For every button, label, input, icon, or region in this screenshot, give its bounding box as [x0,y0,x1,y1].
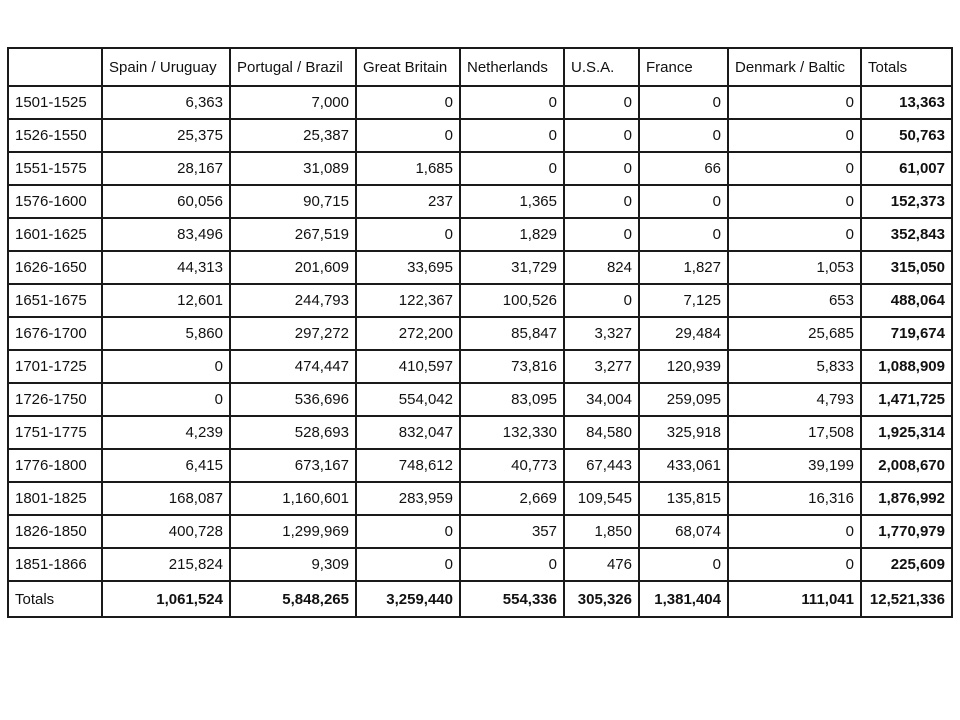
cell-usa: 476 [564,548,639,581]
cell-portugal-brazil: 536,696 [230,383,356,416]
table-row [8,119,952,152]
table-row [8,251,952,284]
totals-cell-france: 1,381,404 [639,581,728,617]
cell-great-britain: 0 [356,218,460,251]
header-cell-spain-uruguay: Spain / Uruguay [102,48,230,86]
header-cell-denmark-baltic: Denmark / Baltic [728,48,861,86]
cell-total: 315,050 [861,251,952,284]
cell-portugal-brazil: 244,793 [230,284,356,317]
totals-cell-portugal-brazil: 5,848,265 [230,581,356,617]
cell-spain-uruguay: 5,860 [102,317,230,350]
cell-portugal-brazil: 7,000 [230,86,356,119]
totals-cell-spain-uruguay: 1,061,524 [102,581,230,617]
data-table-container [7,47,953,618]
cell-denmark-baltic: 4,793 [728,383,861,416]
cell-france: 325,918 [639,416,728,449]
cell-usa: 0 [564,284,639,317]
cell-usa: 109,545 [564,482,639,515]
header-row [8,48,952,86]
totals-cell-denmark-baltic: 111,041 [728,581,861,617]
cell-denmark-baltic: 25,685 [728,317,861,350]
cell-spain-uruguay: 0 [102,383,230,416]
cell-period: 1826-1850 [8,515,102,548]
cell-period: 1726-1750 [8,383,102,416]
cell-spain-uruguay: 0 [102,350,230,383]
cell-denmark-baltic: 0 [728,515,861,548]
cell-great-britain: 283,959 [356,482,460,515]
cell-denmark-baltic: 1,053 [728,251,861,284]
cell-period: 1526-1550 [8,119,102,152]
cell-great-britain: 122,367 [356,284,460,317]
cell-portugal-brazil: 31,089 [230,152,356,185]
header-cell-blank [8,48,102,86]
totals-cell-grand-total: 12,521,336 [861,581,952,617]
totals-row [8,581,952,617]
cell-netherlands: 31,729 [460,251,564,284]
cell-france: 433,061 [639,449,728,482]
cell-total: 1,471,725 [861,383,952,416]
cell-total: 1,088,909 [861,350,952,383]
cell-denmark-baltic: 0 [728,185,861,218]
cell-great-britain: 33,695 [356,251,460,284]
cell-total: 488,064 [861,284,952,317]
cell-denmark-baltic: 17,508 [728,416,861,449]
header-cell-usa: U.S.A. [564,48,639,86]
cell-netherlands: 0 [460,86,564,119]
cell-france: 0 [639,86,728,119]
cell-great-britain: 410,597 [356,350,460,383]
table-row [8,218,952,251]
cell-portugal-brazil: 90,715 [230,185,356,218]
cell-portugal-brazil: 474,447 [230,350,356,383]
table-row [8,416,952,449]
cell-portugal-brazil: 528,693 [230,416,356,449]
cell-denmark-baltic: 0 [728,119,861,152]
totals-cell-netherlands: 554,336 [460,581,564,617]
cell-denmark-baltic: 0 [728,86,861,119]
cell-netherlands: 100,526 [460,284,564,317]
cell-france: 68,074 [639,515,728,548]
header-cell-france: France [639,48,728,86]
header-cell-totals: Totals [861,48,952,86]
table-row [8,350,952,383]
totals-cell-usa: 305,326 [564,581,639,617]
cell-denmark-baltic: 16,316 [728,482,861,515]
table-body [8,86,952,581]
cell-usa: 0 [564,86,639,119]
cell-total: 2,008,670 [861,449,952,482]
cell-france: 120,939 [639,350,728,383]
cell-spain-uruguay: 4,239 [102,416,230,449]
cell-total: 1,925,314 [861,416,952,449]
cell-portugal-brazil: 25,387 [230,119,356,152]
cell-total: 225,609 [861,548,952,581]
cell-spain-uruguay: 44,313 [102,251,230,284]
cell-france: 135,815 [639,482,728,515]
header-cell-netherlands: Netherlands [460,48,564,86]
cell-france: 7,125 [639,284,728,317]
cell-portugal-brazil: 1,160,601 [230,482,356,515]
cell-denmark-baltic: 653 [728,284,861,317]
cell-spain-uruguay: 400,728 [102,515,230,548]
cell-portugal-brazil: 9,309 [230,548,356,581]
cell-spain-uruguay: 60,056 [102,185,230,218]
cell-usa: 3,277 [564,350,639,383]
cell-total: 13,363 [861,86,952,119]
cell-netherlands: 40,773 [460,449,564,482]
totals-cell-great-britain: 3,259,440 [356,581,460,617]
cell-spain-uruguay: 25,375 [102,119,230,152]
cell-total: 1,876,992 [861,482,952,515]
cell-netherlands: 0 [460,119,564,152]
cell-total: 352,843 [861,218,952,251]
cell-usa: 1,850 [564,515,639,548]
cell-great-britain: 0 [356,515,460,548]
cell-period: 1601-1625 [8,218,102,251]
cell-netherlands: 2,669 [460,482,564,515]
cell-netherlands: 1,829 [460,218,564,251]
cell-france: 0 [639,218,728,251]
cell-period: 1501-1525 [8,86,102,119]
table-row [8,383,952,416]
cell-great-britain: 272,200 [356,317,460,350]
table-row [8,515,952,548]
header-cell-portugal-brazil: Portugal / Brazil [230,48,356,86]
cell-france: 259,095 [639,383,728,416]
cell-usa: 824 [564,251,639,284]
cell-france: 66 [639,152,728,185]
totals-label-cell: Totals [8,581,102,617]
cell-period: 1851-1866 [8,548,102,581]
table-row [8,152,952,185]
cell-total: 61,007 [861,152,952,185]
cell-spain-uruguay: 168,087 [102,482,230,515]
cell-period: 1551-1575 [8,152,102,185]
cell-total: 719,674 [861,317,952,350]
table-row [8,86,952,119]
cell-spain-uruguay: 6,363 [102,86,230,119]
cell-period: 1776-1800 [8,449,102,482]
cell-netherlands: 132,330 [460,416,564,449]
cell-spain-uruguay: 6,415 [102,449,230,482]
table-row [8,284,952,317]
cell-portugal-brazil: 267,519 [230,218,356,251]
cell-total: 50,763 [861,119,952,152]
cell-denmark-baltic: 5,833 [728,350,861,383]
cell-period: 1751-1775 [8,416,102,449]
cell-netherlands: 1,365 [460,185,564,218]
cell-total: 1,770,979 [861,515,952,548]
cell-total: 152,373 [861,185,952,218]
cell-netherlands: 85,847 [460,317,564,350]
cell-portugal-brazil: 297,272 [230,317,356,350]
cell-denmark-baltic: 0 [728,152,861,185]
cell-period: 1801-1825 [8,482,102,515]
header-cell-great-britain: Great Britain [356,48,460,86]
cell-portugal-brazil: 673,167 [230,449,356,482]
table-row [8,449,952,482]
cell-netherlands: 0 [460,152,564,185]
cell-spain-uruguay: 83,496 [102,218,230,251]
cell-period: 1676-1700 [8,317,102,350]
cell-period: 1576-1600 [8,185,102,218]
cell-great-britain: 748,612 [356,449,460,482]
table-row [8,482,952,515]
table-row [8,185,952,218]
cell-france: 1,827 [639,251,728,284]
cell-usa: 3,327 [564,317,639,350]
cell-portugal-brazil: 1,299,969 [230,515,356,548]
cell-spain-uruguay: 215,824 [102,548,230,581]
table-row [8,317,952,350]
cell-great-britain: 0 [356,548,460,581]
table-row [8,548,952,581]
cell-usa: 34,004 [564,383,639,416]
cell-netherlands: 83,095 [460,383,564,416]
cell-portugal-brazil: 201,609 [230,251,356,284]
cell-spain-uruguay: 28,167 [102,152,230,185]
cell-france: 0 [639,185,728,218]
cell-usa: 67,443 [564,449,639,482]
cell-france: 29,484 [639,317,728,350]
cell-spain-uruguay: 12,601 [102,284,230,317]
cell-usa: 84,580 [564,416,639,449]
cell-france: 0 [639,548,728,581]
cell-great-britain: 1,685 [356,152,460,185]
cell-usa: 0 [564,152,639,185]
cell-period: 1651-1675 [8,284,102,317]
cell-great-britain: 237 [356,185,460,218]
cell-netherlands: 73,816 [460,350,564,383]
cell-denmark-baltic: 0 [728,218,861,251]
cell-great-britain: 0 [356,119,460,152]
cell-denmark-baltic: 39,199 [728,449,861,482]
cell-usa: 0 [564,218,639,251]
cell-great-britain: 554,042 [356,383,460,416]
cell-great-britain: 832,047 [356,416,460,449]
cell-period: 1701-1725 [8,350,102,383]
cell-denmark-baltic: 0 [728,548,861,581]
cell-france: 0 [639,119,728,152]
cell-period: 1626-1650 [8,251,102,284]
cell-netherlands: 357 [460,515,564,548]
cell-great-britain: 0 [356,86,460,119]
cell-usa: 0 [564,119,639,152]
cell-usa: 0 [564,185,639,218]
cell-netherlands: 0 [460,548,564,581]
data-table [7,47,953,618]
